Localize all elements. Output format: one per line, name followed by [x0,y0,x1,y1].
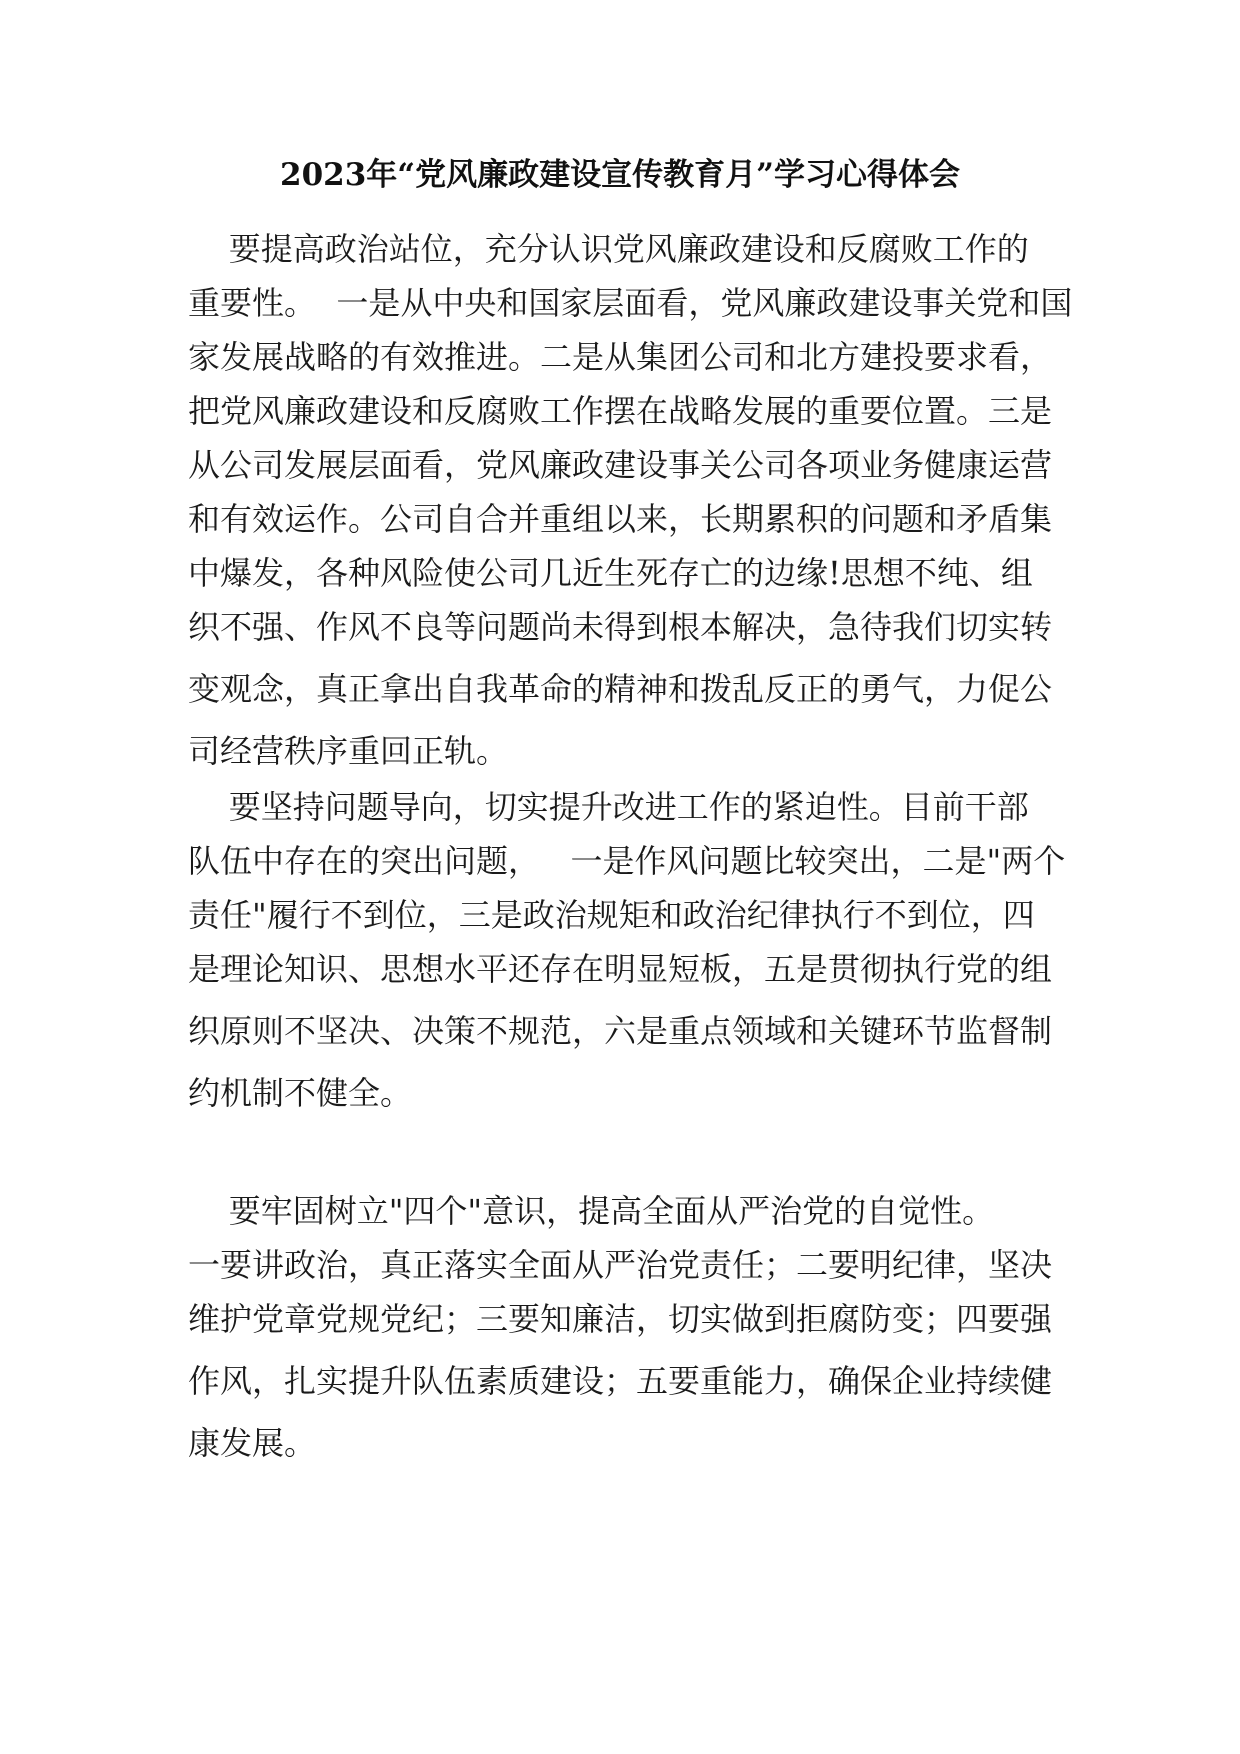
paragraph-line: 家发展战略的有效推进。二是从集团公司和北方建投要求看， [188,338,1053,376]
paragraph-line: 维护党章党规党纪；三要知廉洁，切实做到拒腐防变；四要强 [188,1300,1053,1338]
paragraph-line: 变观念，真正拿出自我革命的精神和拨乱反正的勇气，力促公 [188,670,1053,708]
paragraph-line: 队伍中存在的突出问题， 一是作风问题比较突出，二是"两个 [188,842,1066,880]
paragraph-line: 和有效运作。公司自合并重组以来，长期累积的问题和矛盾集 [188,500,1053,538]
paragraph-line: 司经营秩序重回正轨。 [188,732,509,770]
paragraph-line: 中爆发，各种风险使公司几近生死存亡的边缘!思想不纯、组 [188,554,1033,592]
paragraph-line: 约机制不健全。 [188,1074,413,1112]
paragraph-line: 作风，扎实提升队伍素质建设；五要重能力，确保企业持续健 [188,1362,1053,1400]
paragraph-line: 重要性。 一是从中央和国家层面看，党风廉政建设事关党和国 [188,284,1073,322]
paragraph-political-position [188,222,1073,778]
paragraph-line: 织原则不坚决、决策不规范，六是重点领域和关键环节监督制 [188,1012,1053,1050]
paragraph-line: 一要讲政治，真正落实全面从严治党责任；二要明纪律，坚决 [188,1246,1053,1284]
paragraph-line: 把党风廉政建设和反腐败工作摆在战略发展的重要位置。三是 [188,392,1053,430]
paragraph-line: 要坚持问题导向，切实提升改进工作的紧迫性。目前干部 [188,788,1029,826]
paragraph-line: 要牢固树立"四个"意识，提高全面从严治党的自觉性。 [188,1192,995,1230]
paragraph-line: 从公司发展层面看，党风廉政建设事关公司各项业务健康运营 [188,446,1053,484]
paragraph-line: 康发展。 [188,1424,317,1462]
paragraph-four-consciousness [188,1184,1058,1470]
paragraph-line: 织不强、作风不良等问题尚未得到根本解决，急待我们切实转 [188,608,1053,646]
paragraph-line: 是理论知识、思想水平还存在明显短板，五是贯彻执行党的组 [188,950,1053,988]
paragraph-line: 要提高政治站位，充分认识党风廉政建设和反腐败工作的 [188,230,1029,268]
paragraph-problem-orientation [188,780,1066,1120]
document-title: 2023年“党风廉政建设宣传教育月”学习心得体会 [280,157,960,193]
paragraph-line: 责任"履行不到位，三是政治规矩和政治纪律执行不到位，四 [188,896,1035,934]
